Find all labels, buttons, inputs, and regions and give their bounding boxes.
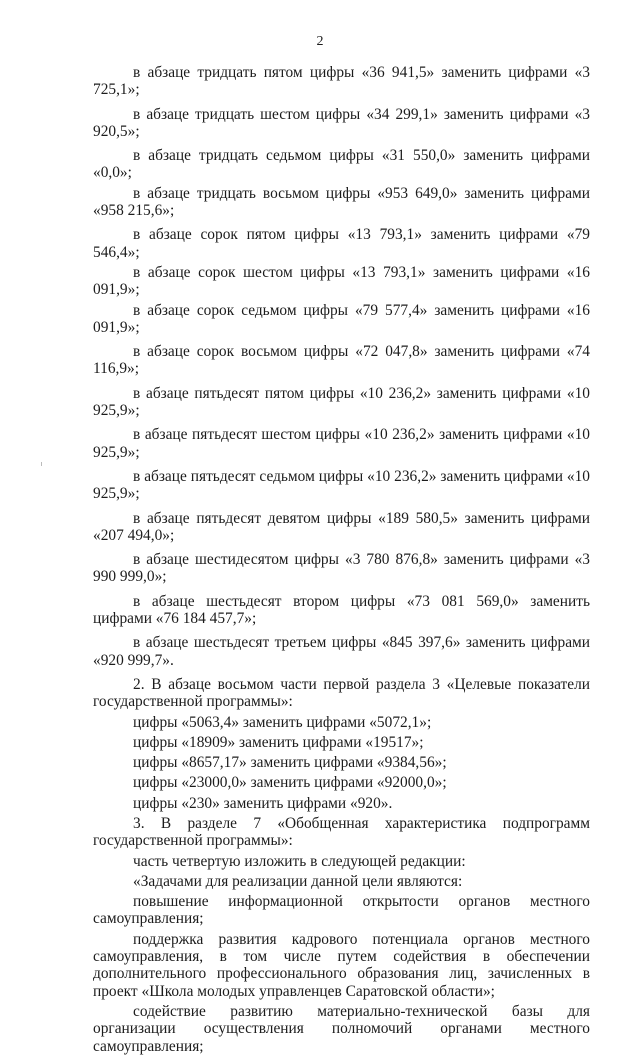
paragraph: в абзаце сорок восьмом цифры «72 047,8» заменить цифрами «74 116,9»; <box>93 343 590 378</box>
paragraph: цифры «230» заменить цифрами «920». <box>133 794 393 812</box>
paragraph: поддержка развития кадрового потенциала органов местного самоуправления, в том числе путем содействия в обеспечении дополнительного профессионального образования лиц, зачисленных в проект «Школа молодых управленцев Саратовской области»; <box>93 930 590 1000</box>
paragraph: в абзаце шестьдесят третьем цифры «845 397,6» заменить цифрами «920 999,7». <box>93 634 590 669</box>
paragraph: в абзаце пятьдесят пятом цифры «10 236,2» заменить цифрами «10 925,9»; <box>93 384 590 420</box>
paragraph: часть четвертую изложить в следующей редакции: <box>133 852 466 870</box>
section-paragraph: 3. В разделе 7 «Обобщенная характеристика подпрограмм государственной программы»: <box>93 814 590 850</box>
paragraph: в абзаце пятьдесят седьмом цифры «10 236,2» заменить цифрами «10 925,9»; <box>93 467 590 503</box>
paragraph: цифры «23000,0» заменить цифрами «92000,0»; <box>133 774 447 792</box>
paragraph: содействие развитию материально-технической базы для организации осуществления полномочий органами местного самоуправления; <box>93 1002 590 1055</box>
document-body <box>93 64 590 1055</box>
paragraph: в абзаце сорок пятом цифры «13 793,1» заменить цифрами «79 546,4»; <box>93 226 590 261</box>
paragraph: в абзаце сорок седьмом цифры «79 577,4» заменить цифрами «16 091,9»; <box>93 301 590 336</box>
margin-mark <box>41 462 42 466</box>
paragraph: в абзаце тридцать седьмом цифры «31 550,0» заменить цифрами «0,0»; <box>93 147 590 182</box>
paragraph: в абзаце тридцать восьмом цифры «953 649,0» заменить цифрами «958 215,6»; <box>93 184 590 220</box>
paragraph: цифры «18909» заменить цифрами «19517»; <box>133 733 424 751</box>
paragraph: в абзаце шестидесятом цифры «3 780 876,8» заменить цифрами «3 990 999,0»; <box>93 551 590 586</box>
paragraph: цифры «5063,4» заменить цифрами «5072,1»; <box>133 713 432 731</box>
paragraph: в абзаце тридцать шестом цифры «34 299,1» заменить цифрами «3 920,5»; <box>93 105 590 140</box>
paragraph: в абзаце сорок шестом цифры «13 793,1» заменить цифрами «16 091,9»; <box>93 263 590 299</box>
paragraph: в абзаце пятьдесят шестом цифры «10 236,2» заменить цифрами «10 925,9»; <box>93 426 590 461</box>
paragraph: в абзаце шестьдесят втором цифры «73 081 569,0» заменить цифрами «76 184 457,7»; <box>93 592 590 628</box>
page-number: 2 <box>316 34 324 49</box>
paragraph: повышение информационной открытости органов местного самоуправления; <box>93 893 590 928</box>
paragraph: в абзаце тридцать пятом цифры «36 941,5» заменить цифрами «3 725,1»; <box>93 64 590 99</box>
paragraph: в абзаце пятьдесят девятом цифры «189 580,5» заменить цифрами «207 494,0»; <box>93 509 590 544</box>
paragraph: цифры «8657,17» заменить цифрами «9384,56»; <box>133 754 447 772</box>
section-paragraph: 2. В абзаце восьмом части первой раздела 3 «Целевые показатели государственной программы»: <box>93 675 590 711</box>
paragraph: «Задачами для реализации данной цели являются: <box>133 872 463 890</box>
